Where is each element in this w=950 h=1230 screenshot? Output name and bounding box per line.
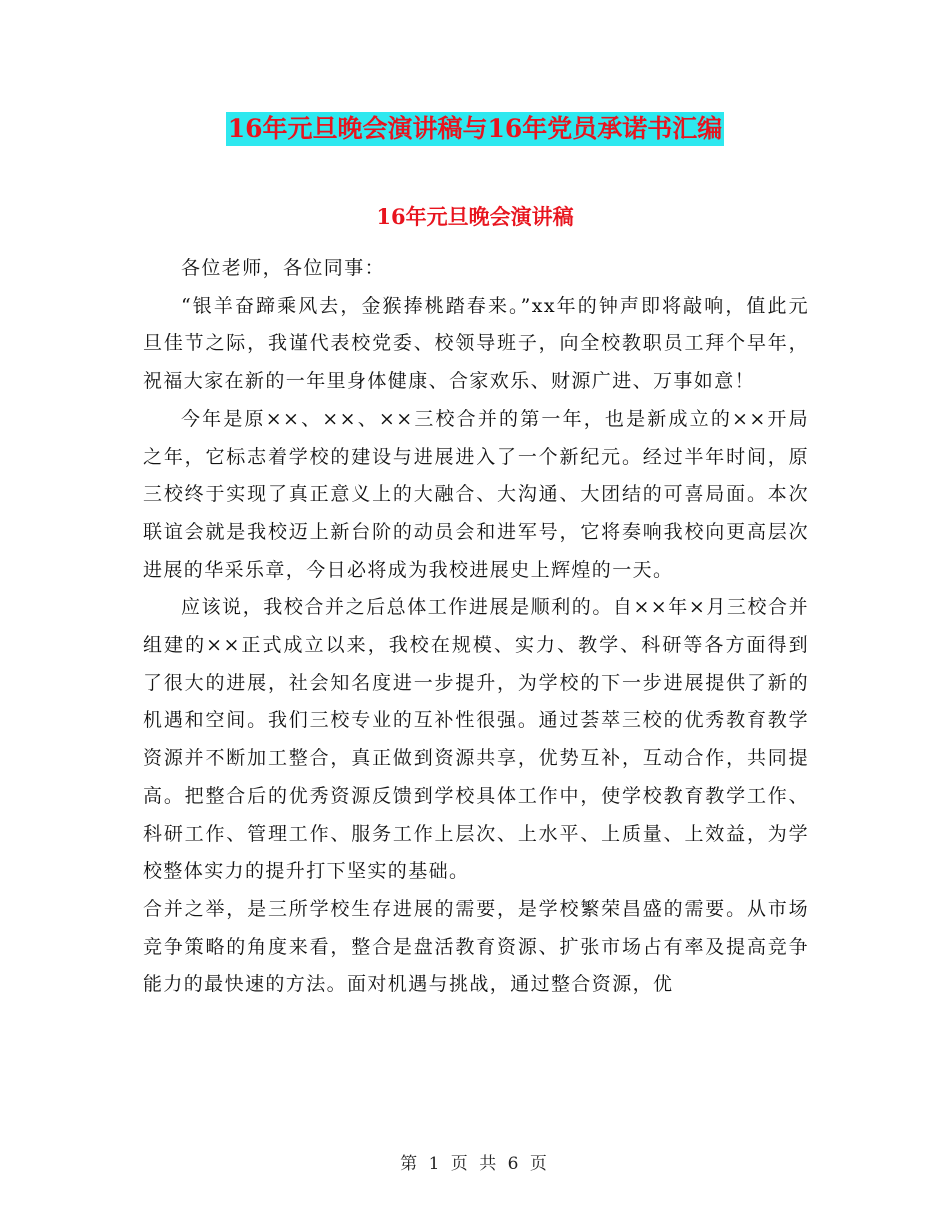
salutation-paragraph: 各位老师，各位同事： — [181, 257, 386, 279]
body-paragraph: 今年是原××、××、××三校合并的第一年，也是新成立的××开局之年，它标志着学校的建设与进展进入了一个新纪元。经过半年时间，原三校终于实现了真正意义上的大融合、大沟通、大团结的可喜局面。本次联谊会就是我校迈上新台阶的动员会和进军号，它将奏响我校向更高层次进展的华采乐章，今日必将成为我校进展史上辉煌的一天。 — [143, 407, 809, 581]
document-title-container — [0, 112, 950, 146]
body-paragraph: 应该说，我校合并之后总体工作进展是顺利的。自××年×月三校合并组建的××正式成立以来，我校在规模、实力、教学、科研等各方面得到了很大的进展，社会知名度进一步提升，为学校的下一步进展提供了新的机遇和空间。我们三校专业的互补性很强。通过荟萃三校的优秀教育教学资源并不断加工整合，真正做到资源共享，优势互补，互动合作，共同提高。把整合后的优秀资源反馈到学校具体工作中，使学校教育教学工作、科研工作、管理工作、服务工作上层次、上水平、上质量、上效益，为学校整体实力的提升打下坚实的基础。 — [143, 596, 809, 883]
page-number-footer: 第 1 页 共 6 页 — [400, 1154, 550, 1174]
body-paragraph: 合并之举，是三所学校生存进展的需要，是学校繁荣昌盛的需要。从市场竞争策略的角度来看，整合是盘活教育资源、扩张市场占有率及提高竞争能力的最快速的方法。面对机遇与挑战，通过整合资源，优 — [143, 897, 809, 996]
section-title: 16年元旦晚会演讲稿 — [376, 204, 574, 229]
document-title: 16年元旦晚会演讲稿与16年党员承诺书汇编 — [226, 112, 725, 146]
body-paragraph: “银羊奋蹄乘风去，金猴捧桃踏春来。”xx年的钟声即将敲响，值此元旦佳节之际，我谨代表校党委、校领导班子，向全校教职员工拜个早年，祝福大家在新的一年里身体健康、合家欢乐、财源广进、万事如意！ — [143, 294, 809, 393]
document-body — [143, 250, 809, 1004]
